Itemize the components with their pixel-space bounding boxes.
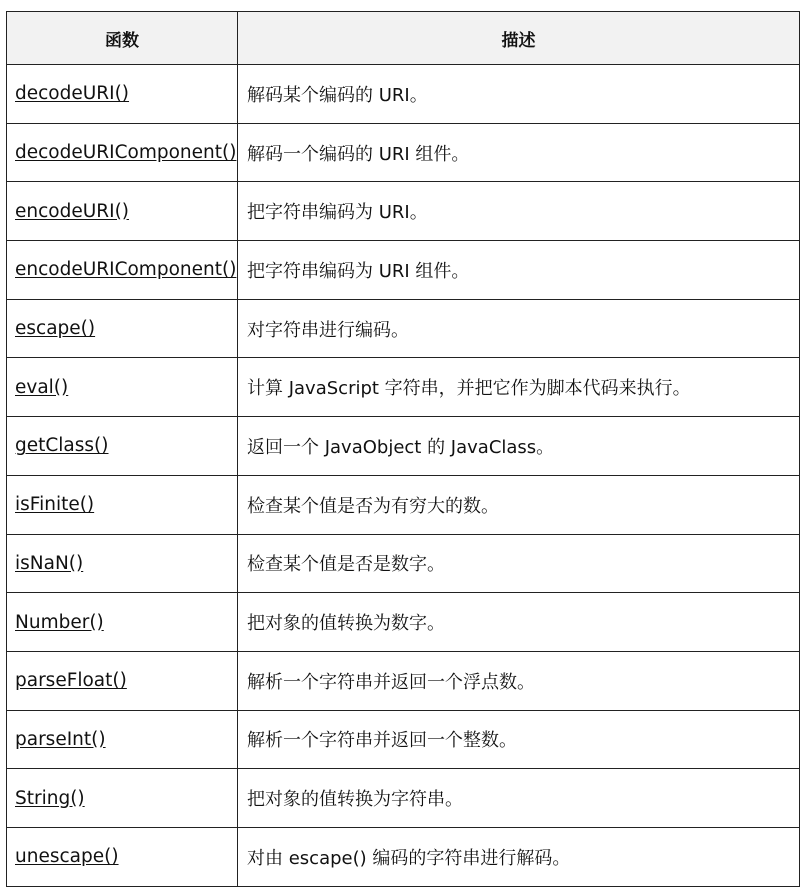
- table-row: [7, 827, 800, 886]
- table-header-row: [7, 12, 800, 65]
- table-row: [7, 710, 800, 769]
- function-name-link[interactable]: decodeURIComponent(): [7, 123, 238, 182]
- function-name-link[interactable]: unescape(): [7, 827, 238, 886]
- table-row: [7, 475, 800, 534]
- function-description: 计算 JavaScript 字符串，并把它作为脚本代码来执行。: [238, 358, 800, 417]
- function-description: 解码一个编码的 URI 组件。: [238, 123, 800, 182]
- function-description: 对字符串进行编码。: [238, 299, 800, 358]
- table-row: [7, 534, 800, 593]
- function-description: 把字符串编码为 URI 组件。: [238, 241, 800, 300]
- function-name-link[interactable]: Number(): [7, 593, 238, 652]
- table-row: [7, 123, 800, 182]
- function-name-link[interactable]: escape(): [7, 299, 238, 358]
- table-row: [7, 593, 800, 652]
- function-name-link[interactable]: parseFloat(): [7, 651, 238, 710]
- function-description: 把字符串编码为 URI。: [238, 182, 800, 241]
- function-description: 返回一个 JavaObject 的 JavaClass。: [238, 417, 800, 476]
- table-row: [7, 299, 800, 358]
- table-row: [7, 358, 800, 417]
- function-name-link[interactable]: parseInt(): [7, 710, 238, 769]
- table-row: [7, 65, 800, 124]
- function-description: 检查某个值是否是数字。: [238, 534, 800, 593]
- functions-table-container: [6, 11, 799, 887]
- function-name-link[interactable]: encodeURIComponent(): [7, 241, 238, 300]
- function-name-link[interactable]: decodeURI(): [7, 65, 238, 124]
- table-row: [7, 417, 800, 476]
- function-name-link[interactable]: isNaN(): [7, 534, 238, 593]
- header-description: 描述: [238, 12, 800, 65]
- table-row: [7, 769, 800, 828]
- function-name-link[interactable]: eval(): [7, 358, 238, 417]
- table-row: [7, 241, 800, 300]
- function-name-link[interactable]: String(): [7, 769, 238, 828]
- table-row: [7, 651, 800, 710]
- functions-table: [6, 11, 800, 887]
- function-name-link[interactable]: isFinite(): [7, 475, 238, 534]
- header-function: 函数: [7, 12, 238, 65]
- function-name-link[interactable]: getClass(): [7, 417, 238, 476]
- function-description: 把对象的值转换为数字。: [238, 593, 800, 652]
- function-description: 解析一个字符串并返回一个整数。: [238, 710, 800, 769]
- function-description: 解码某个编码的 URI。: [238, 65, 800, 124]
- function-description: 检查某个值是否为有穷大的数。: [238, 475, 800, 534]
- function-name-link[interactable]: encodeURI(): [7, 182, 238, 241]
- table-row: [7, 182, 800, 241]
- function-description: 把对象的值转换为字符串。: [238, 769, 800, 828]
- function-description: 对由 escape() 编码的字符串进行解码。: [238, 827, 800, 886]
- function-description: 解析一个字符串并返回一个浮点数。: [238, 651, 800, 710]
